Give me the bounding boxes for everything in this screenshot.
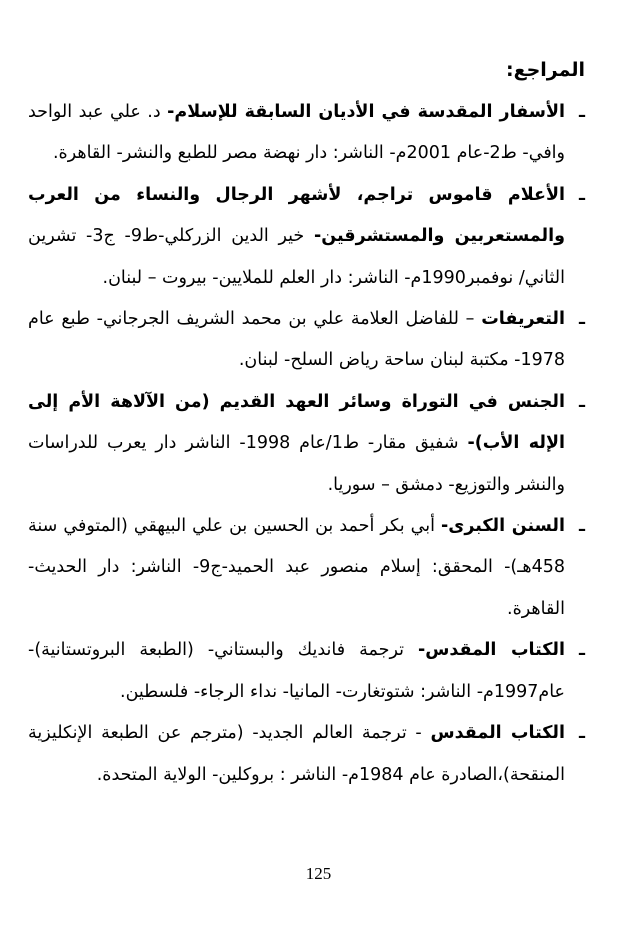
reference-details: خير الدين الزركلي-ط9- ج3- تشرين الثاني/ نوفمبر1990م- الناشر: دار العلم للملايين- بيروت – لبنان. — [28, 226, 565, 288]
references-page — [28, 48, 585, 796]
reference-title: الكتاب المقدس — [430, 723, 565, 744]
bullet-dash: ـ — [579, 391, 585, 412]
reference-title: السنن الكبرى- — [441, 516, 565, 537]
bullet-dash: ـ — [579, 640, 585, 661]
reference-details: – للفاضل العلامة علي بن محمد الشريف الجرجاني- طبع عام 1978- مكتبة لبنان ساحة رياض السلح- لبنان. — [28, 309, 565, 371]
bullet-dash: ـ — [579, 516, 585, 537]
bullet-dash: ـ — [579, 102, 585, 122]
reference-entry — [28, 299, 585, 382]
reference-details: د. علي عبد الواحد وافي- ط2-عام 2001م- الناشر: دار نهضة مصر للطبع والنشر- القاهرة. — [28, 102, 565, 164]
page-number: 125 — [305, 864, 332, 883]
reference-entry — [28, 382, 585, 506]
reference-details: ترجمة فانديك والبستاني- (الطبعة البروتستانية)- عام1997م- الناشر: شتوتغارت- المانيا- نداء الرجاء- فلسطين. — [28, 640, 565, 702]
reference-title: الكتاب المقدس- — [418, 640, 565, 661]
reference-title: الجنس في التوراة وسائر العهد القديم (من الآلاهة الأم إلى الإله الأب)- — [28, 391, 565, 454]
reference-entry — [28, 92, 585, 175]
reference-entry — [28, 713, 585, 796]
reference-entry — [28, 506, 585, 630]
reference-title: الأعلام قاموس تراجم، لأشهر الرجال والنساء من العرب والمستعربين والمستشرقين- — [28, 184, 565, 247]
reference-details: أبي بكر أحمد بن الحسين بن علي البيهقي (المتوفي سنة 458هـ)- المحقق: إسلام منصور عبد الحميد-ج9- الناشر: دار الحديث-القاهرة. — [28, 516, 565, 619]
references-list — [28, 92, 585, 796]
reference-details: شفيق مقار- ط1/عام 1998- الناشر دار يعرب للدراسات والنشر والتوزيع- دمشق – سوريا. — [28, 433, 565, 495]
reference-entry — [28, 630, 585, 713]
bullet-dash: ـ — [579, 723, 585, 744]
bullet-dash: ـ — [579, 309, 585, 330]
reference-details: - ترجمة العالم الجديد- (مترجم عن الطبعة الإنكليزية المنقحة)،الصادرة عام 1984م- الناشر : بروكلين- الولاية المتحدة. — [28, 723, 565, 785]
reference-title: الأسفار المقدسة في الأديان السابقة للإسلام- — [167, 102, 565, 122]
reference-title: التعريفات — [481, 309, 565, 330]
references-heading: المراجع: — [506, 59, 585, 81]
bullet-dash: ـ — [579, 184, 585, 205]
reference-entry — [28, 175, 585, 299]
